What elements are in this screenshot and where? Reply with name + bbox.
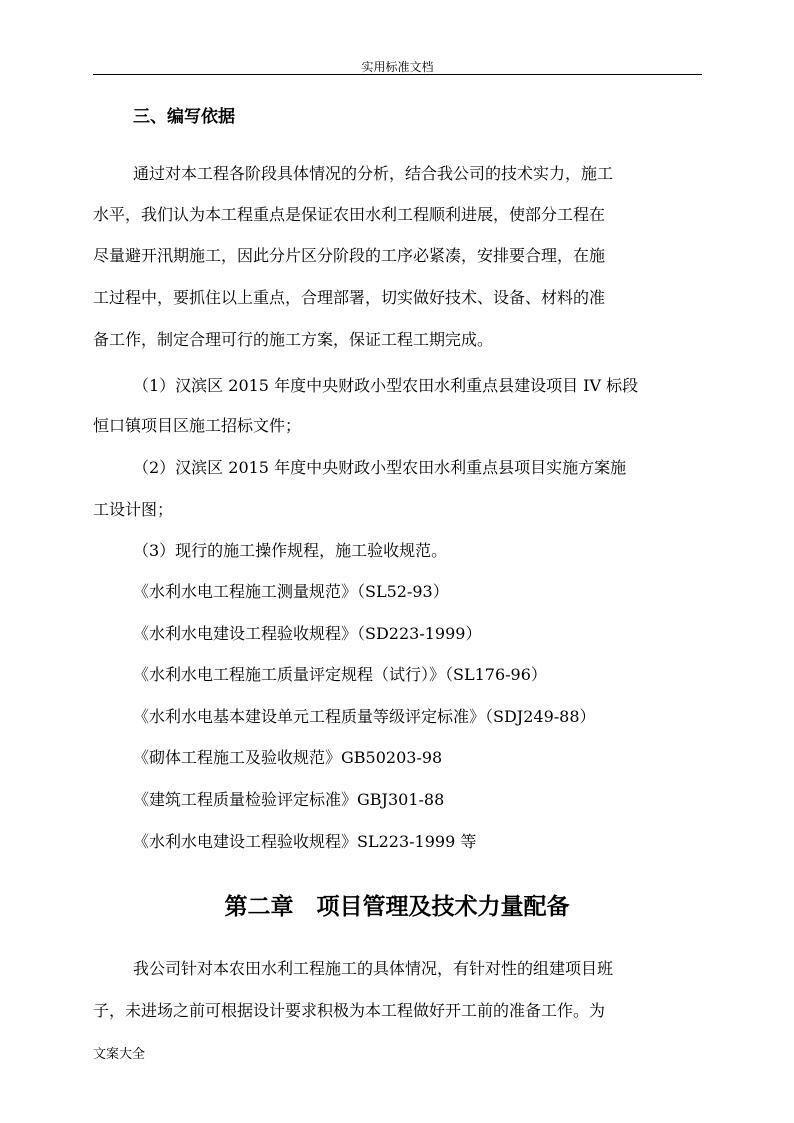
chapter-title: 第二章 项目管理及技术力量配备	[224, 894, 570, 920]
paragraph-line: 尽量避开汛期施工，因此分片区分阶段的工序必紧凑，安排要合理，在施	[93, 246, 606, 265]
basis-item: 恒口镇项目区施工招标文件；	[93, 416, 302, 435]
basis-item: （2）汉滨区 2015 年度中央财政小型农田水利重点县项目实施方案施	[133, 458, 627, 477]
paragraph-line: 工过程中，要抓住以上重点，合理部署，切实做好技术、设备、材料的准	[93, 288, 606, 307]
reference-item: 《建筑工程质量检验评定标准》GBJ301-88	[133, 790, 445, 809]
paragraph-line: 子，未进场之前可根据设计要求积极为本工程做好开工前的准备工作。为	[93, 1001, 606, 1020]
page-footer: 文案大全	[93, 1047, 146, 1062]
reference-item: 《水利水电建设工程验收规程》SL223-1999 等	[133, 832, 477, 851]
reference-item: 《水利水电基本建设单元工程质量等级评定标准》（SDJ249-88）	[133, 707, 596, 726]
basis-item: 工设计图；	[93, 500, 174, 519]
paragraph-line: 水平，我们认为本工程重点是保证农田水利工程顺利进展，使部分工程在	[93, 205, 606, 224]
page-header: 实用标准文档	[361, 60, 434, 74]
paragraph-line: 我公司针对本农田水利工程施工的具体情况，有针对性的组建项目班	[133, 959, 614, 978]
basis-item: （1）汉滨区 2015 年度中央财政小型农田水利重点县建设项目 IV 标段	[133, 376, 639, 395]
header-rule	[93, 74, 702, 75]
reference-item: 《水利水电工程施工质量评定规程（试行）》（SL176-96）	[133, 665, 547, 684]
paragraph-line: 通过对本工程各阶段具体情况的分析，结合我公司的技术实力，施工	[133, 164, 614, 183]
basis-item: （3）现行的施工操作规程，施工验收规范。	[133, 541, 448, 560]
reference-item: 《水利水电建设工程验收规程》（SD223-1999）	[133, 624, 482, 643]
reference-item: 《砌体工程施工及验收规范》GB50203-98	[133, 748, 443, 767]
paragraph-line: 备工作，制定合理可行的施工方案，保证工程工期完成。	[93, 330, 494, 349]
reference-item: 《水利水电工程施工测量规范》（SL52-93）	[133, 582, 449, 601]
section-heading: 三、编写依据	[133, 107, 235, 127]
